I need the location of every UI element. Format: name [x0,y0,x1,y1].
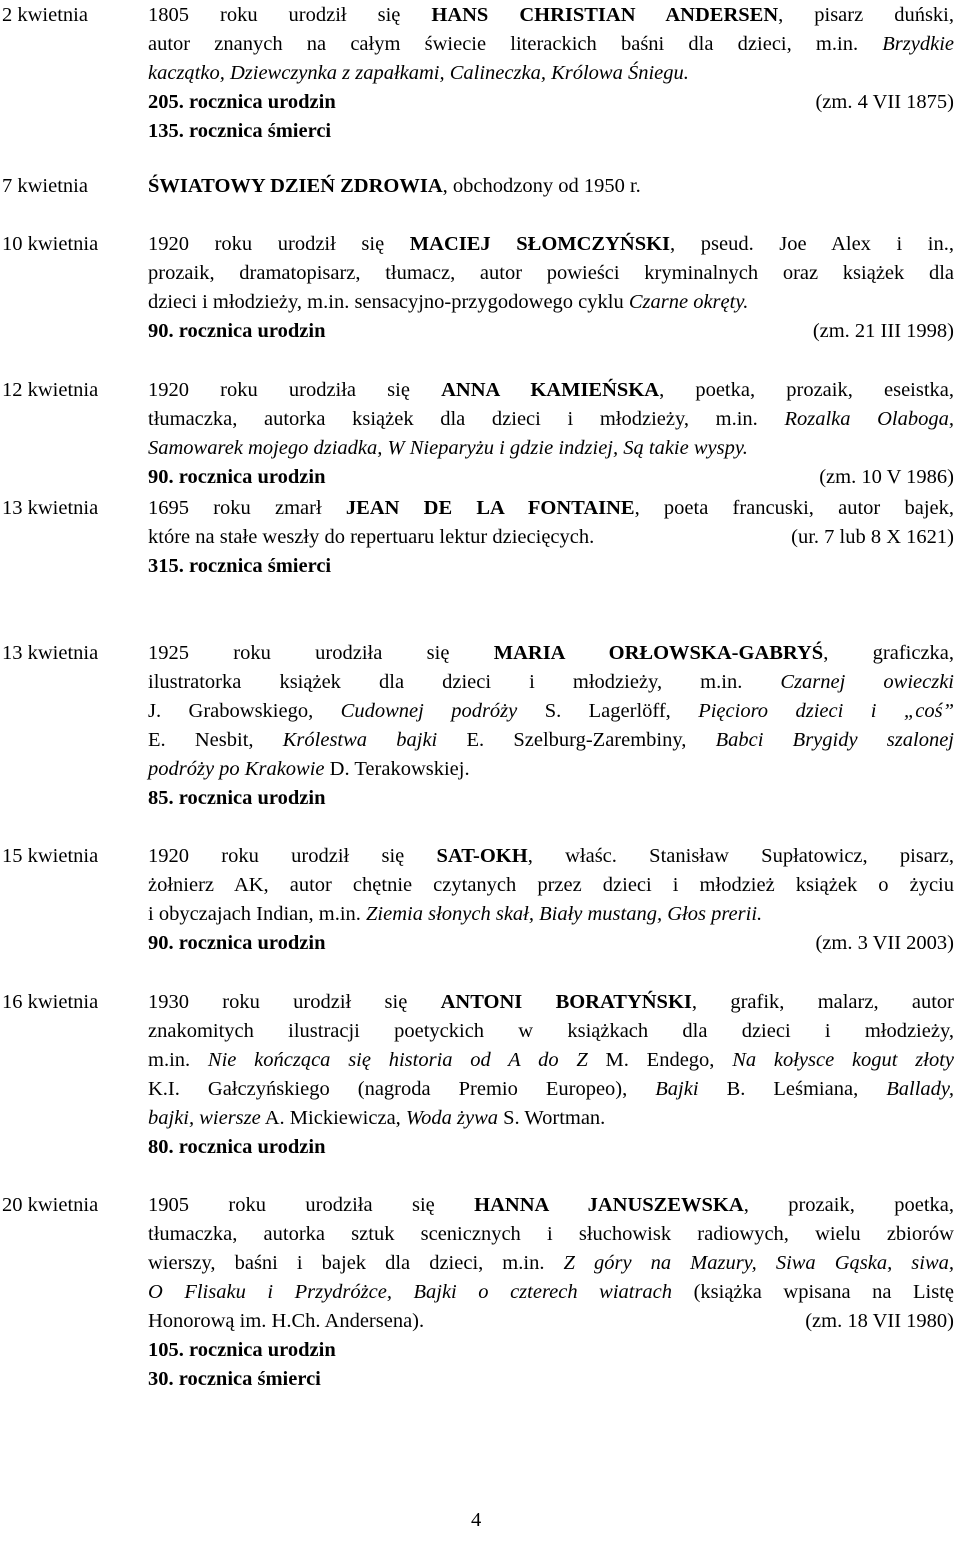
text-run: A. Mickiewicza, [260,1107,406,1129]
anniversary [148,929,325,958]
text-line [148,1046,954,1075]
book-title: Z góry na Mazury, Siwa Gąska, siwa, [563,1252,955,1274]
person-name: SAT-OKH [436,845,528,867]
book-title: Nie kończąca się historia od A do Z [207,1049,588,1071]
text-line [148,59,954,88]
text-line [148,523,954,552]
text-line [148,1191,954,1220]
text-line [148,697,954,726]
entry-text [148,1191,954,1394]
book-title: Królestwa bajki [282,729,438,751]
entry-date: 12 kwietnia [2,379,99,401]
text-run: , prozaik, poetka, [743,1194,954,1216]
text-run: dzieci i młodzieży, m.in. sensacyjno-przygodowego cyklu [148,291,629,313]
entry-text [148,230,954,346]
text-run: B. Leśmiana, [698,1078,887,1100]
entry-text [148,172,954,201]
anniversary-line [148,317,954,346]
text-run: prozaik, dramatopisarz, tłumacz, autor powieści kryminalnych oraz książek dla [148,262,954,284]
text-run: 1905 roku urodziła się [148,1194,475,1216]
book-title: Cudownej podróży [340,700,518,722]
book-title: Czarnej owieczki [780,671,955,693]
entry-text [148,842,954,958]
life-dates-note: (zm. 3 VII 2003) [815,932,954,954]
text-run: 1920 roku urodził się [148,845,437,867]
anniversary-label: rocznica śmierci [189,120,332,142]
life-dates-note: (zm. 18 VII 1980) [805,1310,954,1332]
text-run: , pisarz duński, [778,4,954,26]
book-title: bajki, wiersze [148,1107,261,1129]
text-run: E. Nesbit, [148,729,283,751]
person-name: HANS CHRISTIAN ANDERSEN [431,4,779,26]
anniversary-number: 205. [148,91,184,113]
book-title: Brzydkie [882,33,954,55]
text-run: E. Szelburg-Zarembiny, [437,729,716,751]
text-line [148,30,954,59]
person-name: JEAN DE LA FONTAINE [345,497,635,519]
book-title: Bajki [655,1078,699,1100]
text-line-body [148,523,594,552]
anniversary [148,1339,336,1361]
text-run: ilustratorka książek dla dzieci i młodzieży, m.in. [148,671,781,693]
text-run: S. Wortman. [498,1107,606,1129]
text-line-body [148,1307,424,1336]
text-run: D. Terakowskiej. [324,758,470,780]
entry-text [148,376,954,492]
person-name: ANTONI BORATYŃSKI [440,991,692,1013]
anniversary-number: 105. [148,1339,184,1361]
text-run: i obyczajach Indian, m.in. [148,903,367,925]
text-line [148,639,954,668]
anniversary-label: rocznica urodzin [189,91,336,113]
text-line [148,900,954,929]
entry-date: 20 kwietnia [2,1194,99,1216]
book-title: Rozalka Olaboga, [784,408,954,430]
entry-text [148,988,954,1162]
text-line [148,1017,954,1046]
anniversary-number: 90. [148,932,174,954]
anniversary-line [148,1336,954,1365]
text-line [148,871,954,900]
text-run: 1695 roku zmarł [148,497,346,519]
anniversary-number: 80. [148,1136,174,1158]
text-run: (książka wpisana na Listę [672,1281,954,1303]
anniversary-line [148,552,954,581]
person-name: ANNA KAMIEŃSKA [441,379,660,401]
anniversary-label: rocznica urodzin [189,1339,336,1361]
life-dates-note: (zm. 4 VII 1875) [815,91,954,113]
entry-date: 7 kwietnia [2,175,88,197]
book-title: Pięcioro dzieci i „coś” [698,700,954,722]
book-title: Woda żywa [405,1107,498,1129]
book-title: Samowarek mojego dziadka, W Nieparyżu i gdzie indziej, Są takie wyspy. [148,437,748,459]
page-number: 4 [471,1509,482,1531]
text-line [148,1104,954,1133]
book-title: O Flisaku i Przydróżce, Bajki o czterech wiatrach [148,1281,673,1303]
text-run: tłumaczka, autorka książek dla dzieci i młodzieży, m.in. [148,408,785,430]
text-line [148,988,954,1017]
anniversary-number: 30. [148,1368,174,1390]
text-run: 1920 roku urodził się [148,233,410,255]
anniversary-line [148,929,954,958]
entry-date: 10 kwietnia [2,233,99,255]
text-line [148,842,954,871]
book-title: Babci Brygidy szalonej [715,729,954,751]
text-run: 1805 roku urodził się [148,4,432,26]
anniversary-label: rocznica śmierci [178,1368,321,1390]
text-run: wierszy, baśni i bajek dla dzieci, m.in. [148,1252,564,1274]
text-run: , grafik, malarz, autor [691,991,955,1013]
life-dates-note: (ur. 7 lub 8 X 1621) [791,526,954,548]
anniversary [148,787,325,809]
entry-date: 2 kwietnia [2,4,88,26]
text-run: K.I. Gałczyńskiego (nagroda Premio Europeo), [148,1078,656,1100]
book-title: Ballady, [886,1078,954,1100]
book-title: Ziemia słonych skał, Biały mustang, Głos prerii. [366,903,763,925]
anniversary-line [148,1365,954,1394]
anniversary [148,88,336,117]
book-title: kaczątko, Dziewczynka z zapałkami, Calineczka, Królowa Śniegu. [148,62,689,84]
text-run: , poeta francuski, autor bajek, [634,497,954,519]
text-line [148,434,954,463]
text-run: żołnierz AK, autor chętnie czytanych przez dzieci i młodzież książek o życiu [148,874,954,896]
life-dates-note: (zm. 10 V 1986) [819,466,954,488]
anniversary-number: 315. [148,555,184,577]
book-title: Czarne okręty. [628,291,749,313]
anniversary [148,317,325,346]
text-line [148,405,954,434]
text-run: Honorową im. H.Ch. Andersena). [148,1310,425,1332]
text-run: , poetka, prozaik, eseistka, [659,379,955,401]
text-line [148,726,954,755]
anniversary-number: 90. [148,320,174,342]
text-line [148,1278,954,1307]
text-line [148,230,954,259]
text-line [148,668,954,697]
text-line [148,1,954,30]
entry-text [148,494,954,581]
anniversary [148,1136,325,1158]
anniversary-label: rocznica urodzin [178,932,326,954]
text-line [148,259,954,288]
anniversary-line [148,1133,954,1162]
anniversary-number: 135. [148,120,184,142]
text-run: M. Endego, [587,1049,733,1071]
anniversary-line [148,88,954,117]
anniversary [148,463,325,492]
text-line [148,1220,954,1249]
text-run: , obchodzony od 1950 r. [442,175,641,197]
text-line [148,1249,954,1278]
book-title: podróży po Krakowie [148,758,325,780]
text-line [148,1075,954,1104]
life-dates-note: (zm. 21 III 1998) [812,320,954,342]
entry-text [148,639,954,813]
anniversary [148,120,331,142]
person-name: HANNA JANUSZEWSKA [474,1194,744,1216]
person-name: MARIA ORŁOWSKA-GABRYŚ [493,642,824,664]
text-run: J. Grabowskiego, [148,700,341,722]
text-run: znakomitych ilustracji poetyckich w książkach dla dzieci i młodzieży, [148,1020,954,1042]
person-name: ŚWIATOWY DZIEŃ ZDROWIA [148,175,443,197]
anniversary [148,1368,321,1390]
anniversary-label: rocznica urodzin [178,1136,326,1158]
anniversary-line [148,784,954,813]
text-line [148,288,954,317]
text-run: , graficzka, [823,642,955,664]
text-run: , pseud. Joe Alex i in., [670,233,955,255]
text-line [148,755,954,784]
entry-date: 13 kwietnia [2,497,99,519]
anniversary-number: 90. [148,466,174,488]
text-run: 1920 roku urodziła się [148,379,442,401]
entry-text [148,1,954,146]
text-run: 1925 roku urodziła się [148,642,494,664]
text-run: , właśc. Stanisław Supłatowicz, pisarz, [527,845,954,867]
text-run: autor znanych na całym świecie literackich baśni dla dzieci, m.in. [148,33,883,55]
text-run: które na stałe weszły do repertuaru lektur dziecięcych. [148,526,595,548]
anniversary-label: rocznica urodzin [178,787,326,809]
text-line [148,494,954,523]
text-line [148,1307,954,1336]
text-run: S. Lagerlöff, [517,700,699,722]
entry-date: 15 kwietnia [2,845,99,867]
text-line [148,376,954,405]
person-name: MACIEJ SŁOMCZYŃSKI [409,233,671,255]
text-run: 1930 roku urodził się [148,991,441,1013]
anniversary-label: rocznica urodzin [178,320,326,342]
entry-date: 16 kwietnia [2,991,99,1013]
anniversary-label: rocznica śmierci [189,555,332,577]
text-line [148,172,954,201]
anniversary [148,555,331,577]
text-run: m.in. [148,1049,208,1071]
book-title: Na kołysce kogut złoty [732,1049,954,1071]
anniversary-label: rocznica urodzin [178,466,326,488]
anniversary-line [148,117,954,146]
entry-date: 13 kwietnia [2,642,99,664]
anniversary-line [148,463,954,492]
text-run: tłumaczka, autorka sztuk scenicznych i słuchowisk radiowych, wielu zbiorów [148,1223,954,1245]
anniversary-number: 85. [148,787,174,809]
